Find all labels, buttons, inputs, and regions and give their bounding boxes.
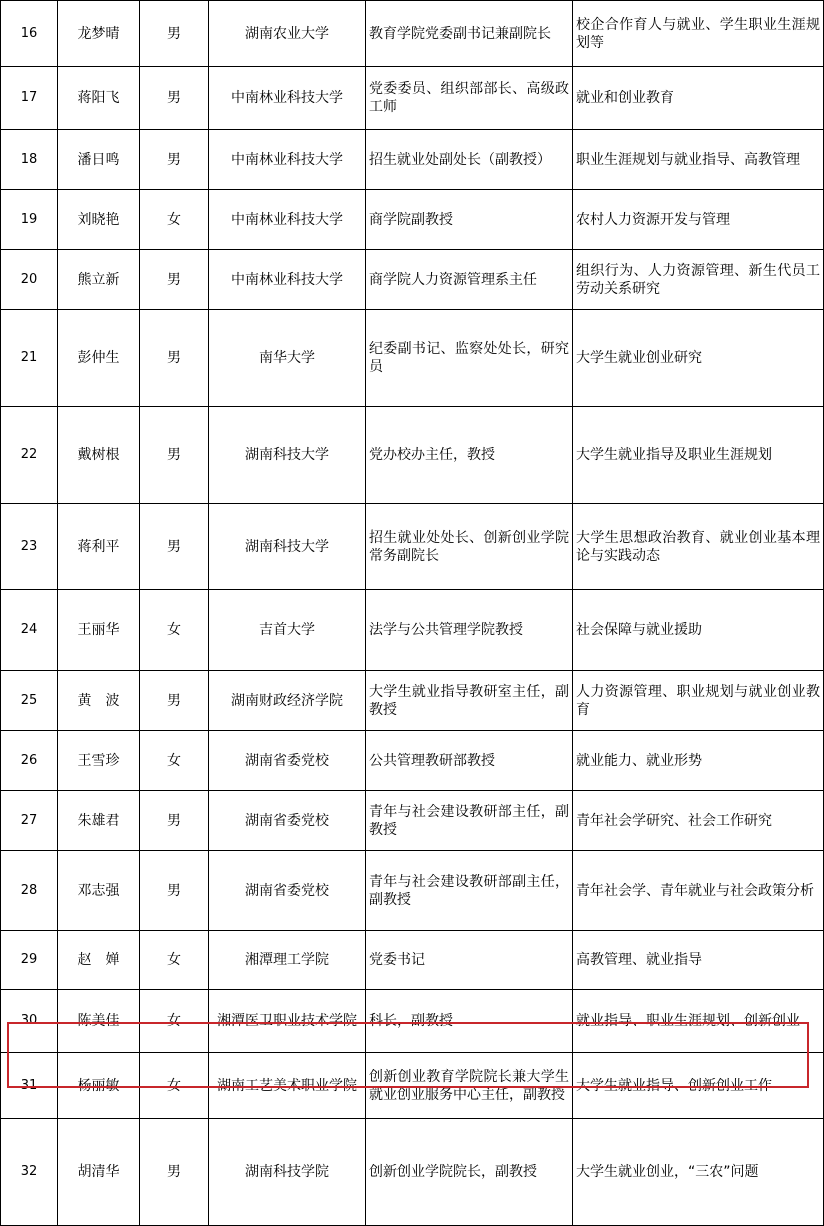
field-cell: 大学生就业创业，“三农”问题 xyxy=(573,1119,824,1226)
gender-cell: 男 xyxy=(140,407,209,504)
gender-cell: 男 xyxy=(140,791,209,851)
name-cell: 蒋利平 xyxy=(58,504,140,590)
table-row xyxy=(1,731,824,791)
row-number: 28 xyxy=(1,851,58,931)
position-cell: 公共管理教研部教授 xyxy=(366,731,573,791)
position-cell: 大学生就业指导教研室主任，副教授 xyxy=(366,671,573,731)
field-cell: 职业生涯规划与就业指导、高教管理 xyxy=(573,130,824,190)
table-row xyxy=(1,990,824,1053)
field-cell: 大学生就业指导、创新创业工作 xyxy=(573,1053,824,1119)
gender-cell: 女 xyxy=(140,590,209,671)
gender-cell: 女 xyxy=(140,190,209,250)
row-number: 18 xyxy=(1,130,58,190)
row-number: 27 xyxy=(1,791,58,851)
gender-cell: 女 xyxy=(140,731,209,791)
school-cell: 湖南财政经济学院 xyxy=(209,671,366,731)
table-row xyxy=(1,931,824,990)
position-cell: 商学院副教授 xyxy=(366,190,573,250)
gender-cell: 男 xyxy=(140,671,209,731)
field-cell: 青年社会学、青年就业与社会政策分析 xyxy=(573,851,824,931)
row-number: 22 xyxy=(1,407,58,504)
row-number: 23 xyxy=(1,504,58,590)
row-number: 16 xyxy=(1,1,58,67)
table-row xyxy=(1,671,824,731)
table-row xyxy=(1,1119,824,1226)
table-row xyxy=(1,310,824,407)
table-row xyxy=(1,791,824,851)
table-row xyxy=(1,851,824,931)
position-cell: 商学院人力资源管理系主任 xyxy=(366,250,573,310)
position-cell: 党办校办主任，教授 xyxy=(366,407,573,504)
row-number: 25 xyxy=(1,671,58,731)
name-cell: 刘晓艳 xyxy=(58,190,140,250)
field-cell: 社会保障与就业援助 xyxy=(573,590,824,671)
table-body xyxy=(1,1,824,1226)
school-cell: 湖南科技学院 xyxy=(209,1119,366,1226)
gender-cell: 男 xyxy=(140,1119,209,1226)
gender-cell: 男 xyxy=(140,1,209,67)
name-cell: 龙梦晴 xyxy=(58,1,140,67)
school-cell: 中南林业科技大学 xyxy=(209,67,366,130)
school-cell: 湖南省委党校 xyxy=(209,791,366,851)
school-cell: 湖南省委党校 xyxy=(209,731,366,791)
name-cell: 黄 波 xyxy=(58,671,140,731)
position-cell: 青年与社会建设教研部副主任，副教授 xyxy=(366,851,573,931)
gender-cell: 男 xyxy=(140,67,209,130)
position-cell: 科长，副教授 xyxy=(366,990,573,1053)
field-cell: 校企合作育人与就业、学生职业生涯规划等 xyxy=(573,1,824,67)
gender-cell: 男 xyxy=(140,504,209,590)
field-cell: 大学生思想政治教育、就业创业基本理论与实践动态 xyxy=(573,504,824,590)
position-cell: 党委委员、组织部部长、高级政工师 xyxy=(366,67,573,130)
table-row xyxy=(1,67,824,130)
row-number: 31 xyxy=(1,1053,58,1119)
school-cell: 中南林业科技大学 xyxy=(209,250,366,310)
gender-cell: 女 xyxy=(140,931,209,990)
gender-cell: 男 xyxy=(140,851,209,931)
gender-cell: 男 xyxy=(140,310,209,407)
name-cell: 熊立新 xyxy=(58,250,140,310)
row-number: 30 xyxy=(1,990,58,1053)
position-cell: 党委书记 xyxy=(366,931,573,990)
school-cell: 湖南农业大学 xyxy=(209,1,366,67)
field-cell: 组织行为、人力资源管理、新生代员工劳动关系研究 xyxy=(573,250,824,310)
table-row xyxy=(1,250,824,310)
school-cell: 南华大学 xyxy=(209,310,366,407)
position-cell: 教育学院党委副书记兼副院长 xyxy=(366,1,573,67)
field-cell: 高教管理、就业指导 xyxy=(573,931,824,990)
table-row xyxy=(1,190,824,250)
school-cell: 中南林业科技大学 xyxy=(209,130,366,190)
row-number: 19 xyxy=(1,190,58,250)
school-cell: 湖南科技大学 xyxy=(209,407,366,504)
table-row xyxy=(1,504,824,590)
row-number: 24 xyxy=(1,590,58,671)
name-cell: 王雪珍 xyxy=(58,731,140,791)
name-cell: 戴树根 xyxy=(58,407,140,504)
gender-cell: 男 xyxy=(140,130,209,190)
table-row xyxy=(1,1053,824,1119)
table-row xyxy=(1,130,824,190)
row-number: 32 xyxy=(1,1119,58,1226)
name-cell: 潘日鸣 xyxy=(58,130,140,190)
name-cell: 邓志强 xyxy=(58,851,140,931)
name-cell: 蒋阳飞 xyxy=(58,67,140,130)
field-cell: 就业和创业教育 xyxy=(573,67,824,130)
school-cell: 湖南省委党校 xyxy=(209,851,366,931)
school-cell: 吉首大学 xyxy=(209,590,366,671)
gender-cell: 女 xyxy=(140,990,209,1053)
school-cell: 湖南科技大学 xyxy=(209,504,366,590)
field-cell: 就业指导、职业生涯规划、创新创业 xyxy=(573,990,824,1053)
name-cell: 陈美佳 xyxy=(58,990,140,1053)
table-row xyxy=(1,407,824,504)
position-cell: 创新创业学院院长，副教授 xyxy=(366,1119,573,1226)
row-number: 21 xyxy=(1,310,58,407)
position-cell: 纪委副书记、监察处处长，研究员 xyxy=(366,310,573,407)
position-cell: 招生就业处处长、创新创业学院常务副院长 xyxy=(366,504,573,590)
gender-cell: 女 xyxy=(140,1053,209,1119)
gender-cell: 男 xyxy=(140,250,209,310)
table-row xyxy=(1,1,824,67)
position-cell: 招生就业处副处长（副教授） xyxy=(366,130,573,190)
school-cell: 湖南工艺美术职业学院 xyxy=(209,1053,366,1119)
row-number: 29 xyxy=(1,931,58,990)
field-cell: 大学生就业指导及职业生涯规划 xyxy=(573,407,824,504)
field-cell: 就业能力、就业形势 xyxy=(573,731,824,791)
field-cell: 大学生就业创业研究 xyxy=(573,310,824,407)
name-cell: 彭仲生 xyxy=(58,310,140,407)
school-cell: 湘潭理工学院 xyxy=(209,931,366,990)
table-row xyxy=(1,590,824,671)
row-number: 17 xyxy=(1,67,58,130)
school-cell: 湘潭医卫职业技术学院 xyxy=(209,990,366,1053)
name-cell: 王丽华 xyxy=(58,590,140,671)
field-cell: 人力资源管理、职业规划与就业创业教育 xyxy=(573,671,824,731)
name-cell: 朱雄君 xyxy=(58,791,140,851)
field-cell: 青年社会学研究、社会工作研究 xyxy=(573,791,824,851)
position-cell: 青年与社会建设教研部主任，副教授 xyxy=(366,791,573,851)
row-number: 20 xyxy=(1,250,58,310)
name-cell: 杨丽敏 xyxy=(58,1053,140,1119)
position-cell: 创新创业教育学院院长兼大学生就业创业服务中心主任，副教授 xyxy=(366,1053,573,1119)
position-cell: 法学与公共管理学院教授 xyxy=(366,590,573,671)
school-cell: 中南林业科技大学 xyxy=(209,190,366,250)
field-cell: 农村人力资源开发与管理 xyxy=(573,190,824,250)
name-cell: 胡清华 xyxy=(58,1119,140,1226)
name-cell: 赵 婵 xyxy=(58,931,140,990)
row-number: 26 xyxy=(1,731,58,791)
